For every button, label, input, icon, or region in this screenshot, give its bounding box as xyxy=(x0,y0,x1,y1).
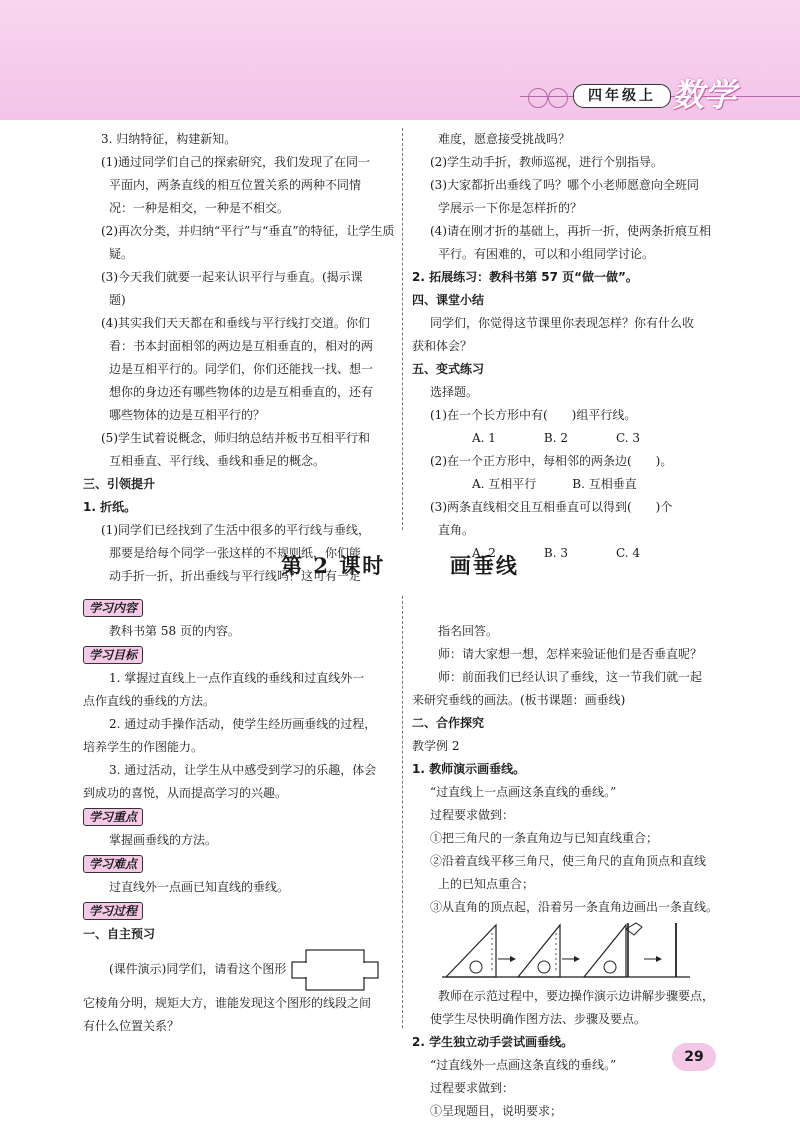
triangle-ruler-steps-icon xyxy=(440,919,700,981)
answer-options: A. 1 B. 2 C. 3 xyxy=(472,431,641,445)
text-line: 教科书第 58 页的内容。 xyxy=(109,624,240,638)
text-line: 选择题。 xyxy=(430,385,479,399)
text-line: 题) xyxy=(109,293,126,307)
section-heading: 一、自主预习 xyxy=(83,927,156,941)
step-line: 上的已知点重合； xyxy=(438,877,535,891)
label-content: 学习内容 xyxy=(83,599,143,617)
top-left-column xyxy=(83,128,395,588)
step-line: ②沿着直线平移三角尺，使三角尺的直角顶点和直线 xyxy=(430,854,707,868)
text-line: 学展示一下你是怎样折的？ xyxy=(438,201,583,215)
text-line: (1)通过同学们自己的探索研究，我们发现了在同一 xyxy=(101,155,370,169)
label-difficulty: 学习难点 xyxy=(83,855,143,873)
label-goals: 学习目标 xyxy=(83,646,143,664)
lesson-title xyxy=(0,550,800,580)
text-line: 过程要求做到： xyxy=(430,1081,515,1095)
text-line: (2)学生动手折，教师巡视，进行个别指导。 xyxy=(430,155,663,169)
text-line: 获和体会？ xyxy=(412,339,473,353)
step-line: ①呈现题目，说明要求； xyxy=(430,1104,563,1118)
step-line: ③从直角的顶点起，沿着另一条直角边画出一条直线。 xyxy=(430,900,719,914)
text-line: 有什么位置关系？ xyxy=(83,1019,180,1033)
text-line: 使学生尽快明确作图方法、步骤及要点。 xyxy=(430,1012,647,1026)
perpendicular-demo-figure xyxy=(412,919,732,985)
text-line: (1)同学们已经找到了生活中很多的平行线与垂线， xyxy=(101,523,370,537)
section-heading: 二、合作探究 xyxy=(412,716,485,730)
text-line: (5)学生试着说概念，师归纳总结并板书互相平行和 xyxy=(101,431,370,445)
text-line: 想你的身边还有哪些物体的边是互相垂直的，还有 xyxy=(109,385,374,399)
text-line: “过直线上一点画这条直线的垂线。” xyxy=(430,785,617,799)
text-line: (4)其实我们天天都在和垂线与平行线打交道。你们 xyxy=(101,316,370,330)
text-line: (3)今天我们就要一起来认识平行与垂直。(揭示课 xyxy=(101,270,363,284)
section-heading: 1. 折纸。 xyxy=(83,500,137,514)
text-line: 3. 通过活动，让学生从中感受到学习的乐趣，体会 xyxy=(109,763,377,777)
section-heading: 四、课堂小结 xyxy=(412,293,485,307)
text-line: 3. 归纳特征，构建新知。 xyxy=(101,132,237,146)
text-line: 互相垂直、平行线、垂线和垂足的概念。 xyxy=(109,454,326,468)
text-line: (3)大家都折出垂线了吗？哪个小老师愿意向全班同 xyxy=(430,178,699,192)
text-line: 掌握画垂线的方法。 xyxy=(109,833,218,847)
text-line: 过程要求做到： xyxy=(430,808,515,822)
text-line: 到成功的喜悦，从而提高学习的兴趣。 xyxy=(83,786,288,800)
text-line: 过直线外一点画已知直线的垂线。 xyxy=(109,880,290,894)
column-divider xyxy=(402,596,403,1028)
text-line: 指名回答。 xyxy=(438,624,499,638)
text-line: “过直线外一点画这条直线的垂线。” xyxy=(430,1058,617,1072)
answer-options: A. 互相平行 B. 互相垂直 xyxy=(472,477,637,491)
text-line: 师：请大家想一想，怎样来验证他们是否垂直呢？ xyxy=(438,647,703,661)
decor-ring-icon xyxy=(548,88,568,108)
text-line: 同学们，你觉得这节课里你表现怎样？你有什么收 xyxy=(430,316,695,330)
text-line: 直角。 xyxy=(438,523,475,537)
text-line: 疑。 xyxy=(109,247,134,261)
lesson-number: 第 2 课时 xyxy=(281,553,386,578)
preview-line xyxy=(83,946,395,992)
text-line: 况：一种是相交，一种是不相交。 xyxy=(109,201,290,215)
text-line: 教师在示范过程中，要边操作演示边讲解步骤要点， xyxy=(438,989,715,1003)
text-line: 动手折一折，折出垂线与平行线吗？这可有一定 xyxy=(109,569,362,583)
section-heading: 2. 学生独立动手尝试画垂线。 xyxy=(412,1035,574,1049)
text-line: 看：书本封面相邻的两边是互相垂直的，相对的两 xyxy=(109,339,374,353)
column-divider xyxy=(402,128,403,530)
lesson-name: 画垂线 xyxy=(449,553,519,578)
text-line: 来研究垂线的画法。(板书课题：画垂线) xyxy=(412,693,626,707)
cross-shape-figure xyxy=(290,948,382,992)
text-line: 1. 掌握过直线上一点作直线的垂线和过直线外一 xyxy=(109,671,365,685)
text-line: 它棱角分明，规矩大方，谁能发现这个图形的线段之间 xyxy=(83,996,372,1010)
question-line: (1)在一个长方形中有( )组平行线。 xyxy=(430,408,637,422)
question-line: (2)在一个正方形中，每相邻的两条边( )。 xyxy=(430,454,673,468)
label-key: 学习重点 xyxy=(83,808,143,826)
text-line: 那要是给每个同学一张这样的不规则纸，你们能 xyxy=(109,546,362,560)
grade-badge: 四年级上 xyxy=(573,84,671,108)
subject-logo: 数学 xyxy=(672,76,737,114)
section-heading: 三、引领提升 xyxy=(83,477,156,491)
text-line: (课件演示)同学们，请看这个图形 xyxy=(109,962,287,976)
text-line: 2. 拓展练习：教科书第 57 页“做一做”。 xyxy=(412,270,638,284)
text-line: (2)再次分类，并归纳“平行”与“垂直”的特征，让学生质 xyxy=(101,224,395,238)
text-line: 2. 通过动手操作活动，使学生经历画垂线的过程， xyxy=(109,717,377,731)
page-number: 29 xyxy=(672,1043,716,1071)
top-right-column xyxy=(412,128,732,565)
text-line: (4)请在刚才折的基础上，再折一折，使两条折痕互相 xyxy=(430,224,712,238)
step-line: ①把三角尺的一条直角边与已知直线重合； xyxy=(430,831,659,845)
answer-options: A. 2 B. 3 C. 4 xyxy=(472,546,641,560)
section-heading: 1. 教师演示画垂线。 xyxy=(412,762,526,776)
question-line: (3)两条直线相交且互相垂直可以得到( )个 xyxy=(430,500,673,514)
text-line: 平面内，两条直线的相互位置关系的两种不同情 xyxy=(109,178,362,192)
bottom-left-column xyxy=(83,596,395,1038)
text-line: 平行。有困难的，可以和小组同学讨论。 xyxy=(438,247,655,261)
text-line: 培养学生的作图能力。 xyxy=(83,740,204,754)
text-line: 教学例 2 xyxy=(412,739,460,753)
text-line: 点作直线的垂线的方法。 xyxy=(83,694,216,708)
text-line: 哪些物体的边是互相平行的？ xyxy=(109,408,266,422)
text-line: 难度，愿意接受挑战吗？ xyxy=(438,132,571,146)
text-line: 边是互相平行的。同学们，你们还能找一找、想一 xyxy=(109,362,374,376)
decor-ring-icon xyxy=(528,88,548,108)
text-line: 师：前面我们已经认识了垂线，这一节我们就一起 xyxy=(438,670,703,684)
label-process: 学习过程 xyxy=(83,902,143,920)
section-heading: 五、变式练习 xyxy=(412,362,485,376)
